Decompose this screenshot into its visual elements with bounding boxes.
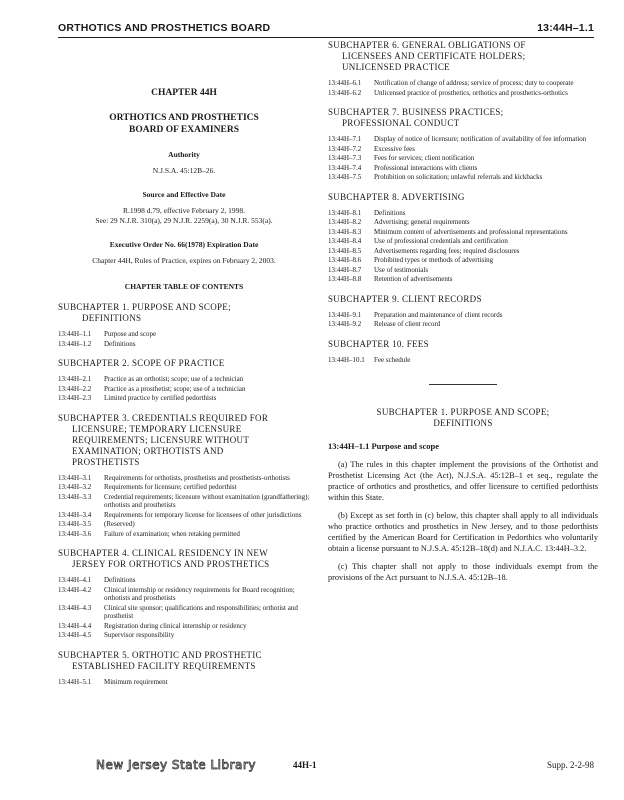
subchapter-title-line: LICENSEES AND CERTIFICATE HOLDERS; [342, 51, 526, 61]
toc-item[interactable] [58, 631, 310, 640]
page-footer [58, 760, 594, 776]
toc-item[interactable] [328, 173, 598, 182]
subchapter-title-line: SUBCHAPTER 6. GENERAL OBLIGATIONS OF [328, 40, 526, 50]
authority-heading: Authority [168, 150, 200, 159]
toc-number: 13:44H–3.2 [58, 483, 92, 491]
subchapter-7 [328, 107, 598, 182]
toc-text: Practice as a prosthetist; scope; use of a technician [104, 384, 246, 393]
toc-item[interactable] [58, 394, 310, 403]
subchapter-1 [58, 302, 310, 348]
toc-text: Minimum requirement [104, 677, 168, 686]
toc-item[interactable] [328, 79, 598, 88]
subchapter-title-line: DEFINITIONS [433, 418, 493, 428]
paragraph-c: (c) This chapter shall not apply to those individuals exempt from the provisions of the Act pursuant to N.J.S.A. 45:12B–18. [328, 562, 598, 582]
toc-item[interactable] [328, 311, 598, 320]
body-text [328, 407, 598, 583]
toc-list [58, 375, 310, 403]
toc-item[interactable] [58, 493, 310, 510]
toc-heading: CHAPTER TABLE OF CONTENTS [124, 282, 244, 291]
paragraph-b: (b) Except as set forth in (c) below, this chapter shall apply to all individuals who practice orthotics and prosthetics in New Jersey, and to those pedorthists certified by the American Board for Certification in Pedorthics who voluntarily obtain a license pursuant to N.J.S.A. 45:12B–18(d) and N.J.A.C. 13:44H–3.2. [328, 511, 598, 553]
subchapter-title [58, 413, 310, 468]
toc-number: 13:44H–8.3 [328, 227, 362, 236]
toc-item[interactable] [58, 330, 310, 339]
toc-text: Requirements for licensure; certified pedorthist [104, 483, 237, 491]
subchapter-6 [328, 40, 598, 97]
toc-list [58, 576, 310, 640]
toc-item[interactable] [328, 135, 598, 144]
toc-item[interactable] [328, 145, 598, 154]
toc-item[interactable] [328, 218, 598, 227]
toc-text: (Reserved) [104, 520, 135, 528]
running-header [58, 22, 594, 38]
toc-number: 13:44H–8.6 [328, 256, 362, 264]
toc-text: Preparation and maintenance of client records [374, 310, 503, 319]
toc-text: Retention of advertisements [374, 275, 453, 283]
subchapter-title-line: SUBCHAPTER 7. BUSINESS PRACTICES; [328, 107, 504, 117]
toc-text: Credential requirements; licensure without examination (grandfathering); orthotists and prosthetists [104, 492, 310, 509]
toc-number: 13:44H–7.3 [328, 154, 362, 162]
subchapter-title-line: SUBCHAPTER 4. CLINICAL RESIDENCY IN NEW [58, 548, 269, 558]
toc-number: 13:44H–3.4 [58, 510, 92, 519]
toc-number: 13:44H–2.1 [58, 375, 92, 383]
chapter-number: CHAPTER 44H [151, 88, 217, 98]
toc-number: 13:44H–9.1 [328, 310, 362, 319]
toc-text: Requirements for temporary license for licensees of other jurisdictions [104, 510, 302, 519]
toc-item[interactable] [58, 483, 310, 492]
toc-list [58, 678, 310, 687]
toc-number: 13:44H–6.2 [328, 88, 362, 97]
toc-text: Excessive fees [374, 144, 416, 153]
toc-text: Use of professional credentials and certification [374, 237, 508, 245]
subchapter-title [58, 302, 310, 324]
source-line: R.1998 d.79, effective February 2, 1998. [123, 206, 245, 215]
toc-number: 13:44H–7.5 [328, 173, 362, 181]
chapter-title-line: BOARD OF EXAMINERS [129, 125, 239, 135]
toc-item[interactable] [328, 89, 598, 98]
subchapter-title-line: REQUIREMENTS; LICENSURE WITHOUT [72, 434, 250, 445]
authority-text: N.J.S.A. 45:12B–26. [152, 166, 216, 175]
toc-text: Registration during clinical internship or residency [104, 621, 247, 630]
toc-item[interactable] [328, 154, 598, 163]
chapter-title-line: ORTHOTICS AND PROSTHETICS [109, 113, 259, 123]
toc-item[interactable] [328, 256, 598, 265]
subchapter-title: SUBCHAPTER 8. ADVERTISING [328, 191, 465, 202]
subchapter-title-line: SUBCHAPTER 1. PURPOSE AND SCOPE; [58, 302, 231, 312]
toc-number: 13:44H–3.6 [58, 529, 92, 538]
toc-number: 13:44H–3.3 [58, 492, 92, 501]
toc-text: Requirements for orthotists, prosthetists and prosthetists-orthotists [104, 473, 290, 482]
source-heading: Source and Effective Date [142, 190, 226, 199]
toc-text: Unlicensed practice of prosthetics, orthotics and prosthetics-orthotics [374, 88, 568, 97]
toc-text: Definitions [374, 208, 406, 217]
toc-number: 13:44H–7.1 [328, 135, 362, 143]
executive-text: Chapter 44H, Rules of Practice, expires on February 2, 2003. [92, 256, 276, 265]
toc-list [58, 474, 310, 539]
subchapter-title: SUBCHAPTER 2. SCOPE OF PRACTICE [58, 358, 225, 368]
subchapter-2 [58, 358, 310, 403]
toc-number: 13:44H–3.1 [58, 473, 92, 482]
toc-item[interactable] [58, 520, 310, 529]
subchapter-title-line: UNLICENSED PRACTICE [342, 62, 450, 72]
subchapter-title-line: DEFINITIONS [82, 313, 142, 323]
toc-item[interactable] [58, 375, 310, 384]
toc-item[interactable] [328, 275, 598, 284]
subchapter-title: SUBCHAPTER 10. FEES [328, 338, 429, 349]
section-heading: 13:44H–1.1 Purpose and scope [328, 441, 439, 451]
toc-text: Advertisements regarding fees; required disclosures [374, 246, 520, 255]
left-column [58, 48, 310, 687]
toc-number: 13:44H–4.3 [58, 603, 92, 612]
source-line: See: 29 N.J.R. 310(a), 29 N.J.R. 2259(a), 30 N.J.R. 553(a). [95, 216, 273, 225]
toc-list [328, 356, 598, 365]
toc-text: Release of client record [374, 320, 441, 328]
toc-text: Prohibition on solicitation; unlawful referrals and kickbacks [374, 173, 543, 181]
toc-item[interactable] [328, 164, 598, 173]
toc-list [328, 79, 598, 97]
library-watermark: New Jersey State Library [96, 758, 256, 772]
subchapter-8 [328, 192, 598, 284]
toc-text: Definitions [104, 576, 136, 584]
toc-item[interactable] [58, 474, 310, 483]
toc-text: Supervisor responsibility [104, 631, 175, 639]
chapter-title [58, 112, 310, 136]
toc-number: 13:44H–8.7 [328, 265, 362, 274]
paragraph-a: (a) The rules in this chapter implement the provisions of the Orthotist and Prosthetist Licensing Act (the Act), N.J.S.A. 45:12B–1 et seq., regulate the practice of orthotics and prosthetics, and offer licensure to certified pedorthists within this State. [328, 460, 598, 502]
toc-list [58, 330, 310, 348]
subchapter-5 [58, 650, 310, 687]
header-section: 13:44H–1.1 [537, 22, 594, 34]
subchapter-title: SUBCHAPTER 9. CLIENT RECORDS [328, 293, 482, 304]
toc-item[interactable] [58, 340, 310, 349]
toc-item[interactable] [58, 530, 310, 539]
toc-text: Prohibited types or methods of advertising [374, 256, 494, 264]
toc-text: Use of testimonials [374, 265, 429, 274]
supplement-date: Supp. 2-2-98 [547, 760, 594, 770]
toc-item[interactable] [328, 228, 598, 237]
toc-number: 13:44H–3.5 [58, 520, 92, 528]
body-subchapter-title [328, 407, 598, 429]
toc-text: Practice as an orthotist; scope; use of a technician [104, 375, 244, 383]
toc-item[interactable] [328, 209, 598, 218]
toc-item[interactable] [58, 604, 310, 621]
subchapter-title-line: PROFESSIONAL CONDUCT [342, 118, 460, 128]
toc-text: Definitions [104, 339, 136, 348]
toc-list [328, 135, 598, 182]
toc-number: 13:44H–8.2 [328, 218, 362, 226]
section-divider [429, 384, 497, 385]
subchapter-title [328, 40, 598, 73]
toc-number: 13:44H–8.1 [328, 208, 362, 217]
toc-number: 13:44H–1.2 [58, 339, 92, 348]
toc-number: 13:44H–1.1 [58, 330, 92, 338]
toc-text: Limited practice by certified pedorthists [104, 394, 217, 402]
toc-item[interactable] [328, 266, 598, 275]
toc-text: Clinical internship or residency requirements for Board recognition; orthotists and prosthetists [104, 585, 295, 602]
toc-number: 13:44H–4.1 [58, 576, 92, 584]
toc-text: Minimum content of advertisements and professional representations [374, 227, 568, 236]
toc-item[interactable] [328, 356, 598, 365]
toc-list [328, 209, 598, 284]
subchapter-title [58, 650, 310, 672]
toc-item[interactable] [58, 385, 310, 394]
toc-number: 13:44H–8.4 [328, 237, 362, 245]
subchapter-title-line: LICENSURE; TEMPORARY LICENSURE [72, 423, 242, 434]
toc-item[interactable] [328, 320, 598, 329]
toc-number: 13:44H–10.1 [328, 355, 365, 364]
subchapter-title-line: SUBCHAPTER 1. PURPOSE AND SCOPE; [376, 407, 550, 417]
subchapter-title [328, 107, 598, 129]
toc-number: 13:44H–8.5 [328, 246, 362, 255]
toc-number: 13:44H–4.2 [58, 585, 92, 594]
header-rule [58, 37, 594, 38]
toc-text: Purpose and scope [104, 330, 157, 338]
subchapter-4 [58, 548, 310, 640]
right-column [328, 40, 598, 583]
executive-heading: Executive Order No. 66(1978) Expiration Date [109, 240, 259, 249]
subchapter-title [58, 548, 310, 570]
toc-text: Failure of examination; when retaking permitted [104, 529, 240, 538]
toc-number: 13:44H–7.4 [328, 163, 362, 172]
toc-text: Fee schedule [374, 355, 411, 364]
toc-item[interactable] [58, 678, 310, 687]
toc-number: 13:44H–6.1 [328, 79, 362, 87]
subchapter-9 [328, 294, 598, 329]
subchapter-title-line: EXAMINATION; ORTHOTISTS AND [72, 445, 224, 456]
subchapter-3 [58, 413, 310, 539]
subchapter-title-line: SUBCHAPTER 5. ORTHOTIC AND PROSTHETIC [58, 649, 262, 660]
subchapter-title-line: JERSEY FOR ORTHOTICS AND PROSTHETICS [72, 559, 270, 569]
toc-text: Clinical site sponsor; qualifications and responsibilities; orthotist and prosthetist [104, 603, 298, 620]
toc-text: Advertising; general requirements [374, 218, 470, 226]
toc-item[interactable] [58, 586, 310, 603]
toc-number: 13:44H–8.8 [328, 275, 362, 283]
toc-item[interactable] [58, 622, 310, 631]
toc-text: Display of notice of licensure; notification of availability of fee information [374, 135, 587, 143]
toc-item[interactable] [328, 237, 598, 246]
toc-number: 13:44H–2.3 [58, 394, 92, 402]
toc-item[interactable] [58, 511, 310, 520]
header-title: ORTHOTICS AND PROSTHETICS BOARD [58, 22, 271, 34]
subchapter-title-line: PROSTHETISTS [72, 456, 140, 467]
toc-number: 13:44H–2.2 [58, 384, 92, 393]
toc-item[interactable] [58, 576, 310, 585]
toc-left [58, 302, 310, 686]
toc-number: 13:44H–5.1 [58, 677, 92, 686]
page-number: 44H-1 [293, 760, 317, 770]
subchapter-title-line: SUBCHAPTER 3. CREDENTIALS REQUIRED FOR [58, 412, 269, 423]
toc-list [328, 311, 598, 329]
subchapter-10 [328, 339, 598, 365]
toc-number: 13:44H–7.2 [328, 144, 362, 153]
toc-number: 13:44H–4.5 [58, 631, 92, 639]
toc-item[interactable] [328, 247, 598, 256]
toc-number: 13:44H–9.2 [328, 320, 362, 328]
toc-text: Notification of change of address; service of process; duty to cooperate [374, 79, 574, 87]
toc-number: 13:44H–4.4 [58, 621, 92, 630]
toc-text: Professional interactions with clients [374, 163, 478, 172]
subchapter-title-line: ESTABLISHED FACILITY REQUIREMENTS [72, 660, 256, 671]
toc-text: Fees for services; client notification [374, 154, 475, 162]
